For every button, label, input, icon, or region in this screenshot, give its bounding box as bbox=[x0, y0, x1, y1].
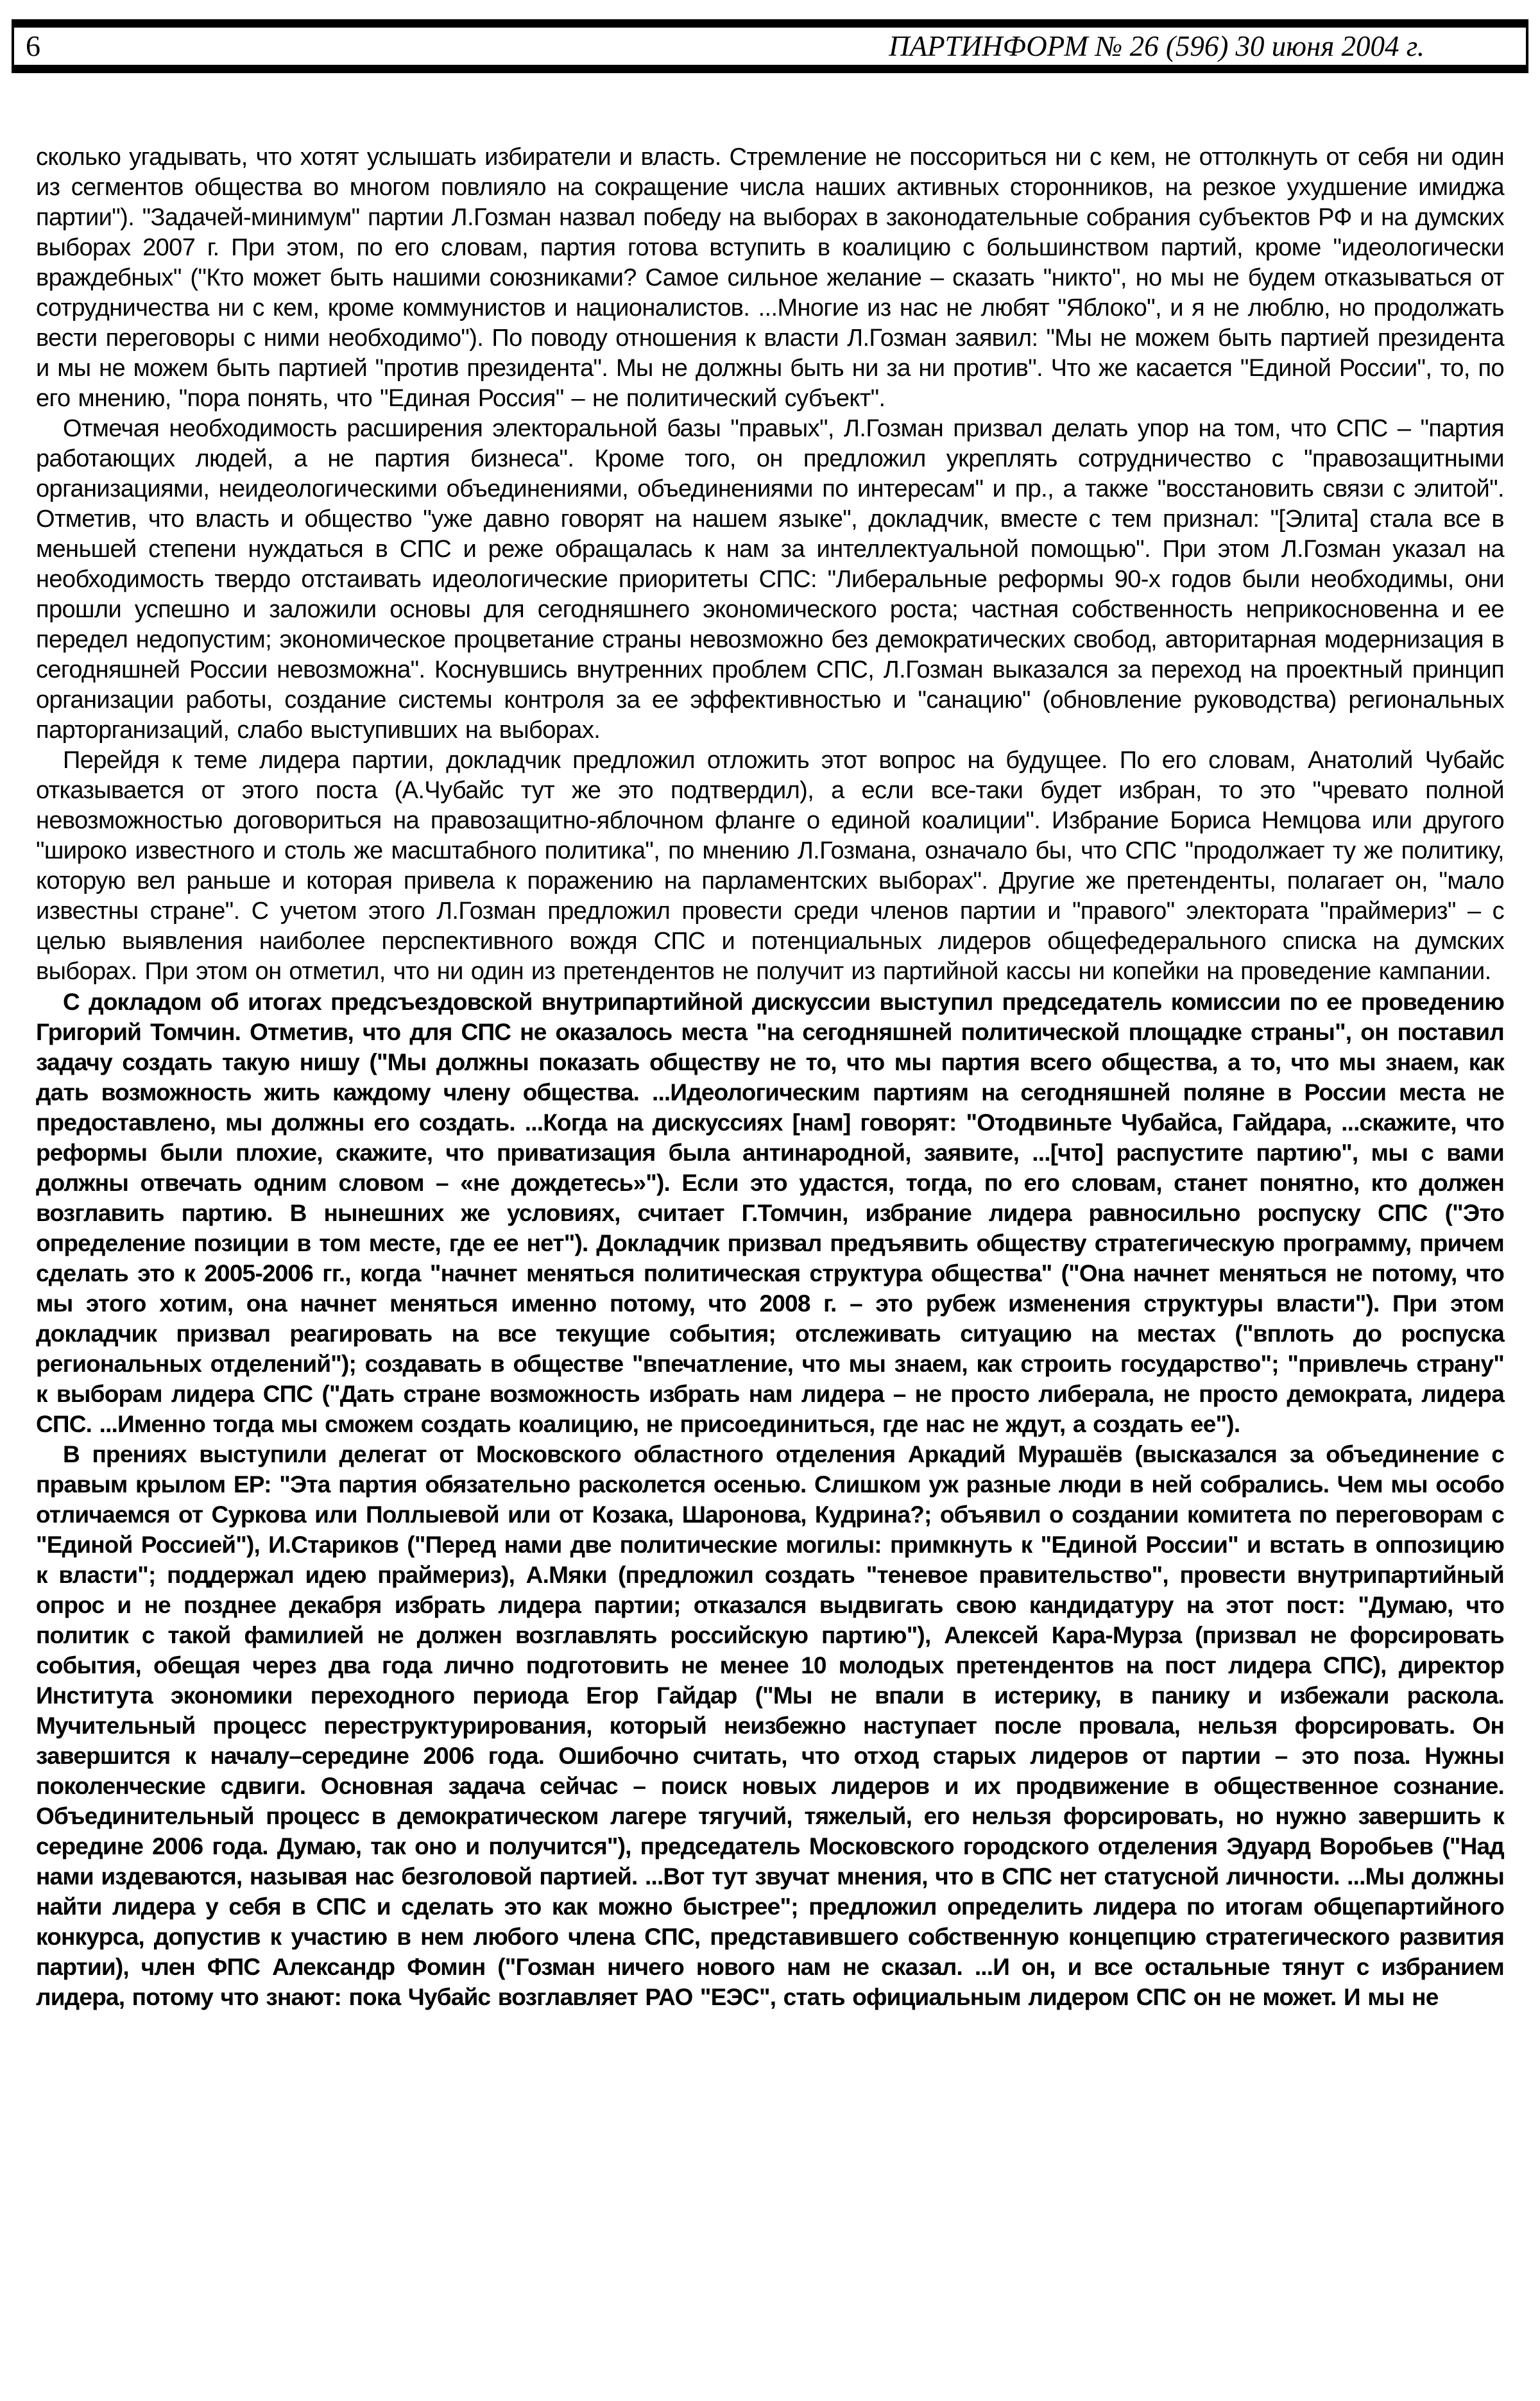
page-number: 6 bbox=[26, 30, 40, 62]
body-paragraph-3: Перейдя к теме лидера партии, докладчик предложил отложить этот вопрос на будущее. По его словам, Анатолий Чубайс отказывается от этого поста (А.Чубайс тут же это подтвердил), а если все-таки будет избран, то это "чревато полной невозможностью договориться на правозащитно-яблочном фланге о единой коалиции". Избрание Бориса Немцова или другого "широко известного и столь же масштабного политика", по мнению Л.Гозмана, означало бы, что СПС "продолжает ту же политику, которую вел раньше и которая привела к поражению на парламентских выборах". Другие же претенденты, полагает он, "мало известны стране". С учетом этого Л.Гозман предложил провести среди членов партии и "правого" электората "праймериз" – с целью выявления наиболее перспективного вождя СПС и потенциальных лидеров общефедерального списка на думских выборах. При этом он отметил, что ни один из претендентов не получит из партийной кассы ни копейки на проведение кампании. bbox=[36, 747, 1504, 985]
body-paragraph-1: сколько угадывать, что хотят услышать избиратели и власть. Стремление не поссориться ни с кем, не оттолкнуть от себя ни один из сегментов общества во многом повлияло на сокращение числа наших активных сторонников, на резкое ухудшение имиджа партии"). "Задачей-минимум" партии Л.Гозман назвал победу на выборах в законодательные собрания субъектов РФ и на думских выборах 2007 г. При этом, по его словам, партия готова вступить в коалицию с большинством партий, кроме "идеологически враждебных" ("Кто может быть нашими союзниками? Самое сильное желание – сказать "никто", но мы не будем отказываться от сотрудничества ни с кем, кроме коммунистов и националистов. ...Многие из нас не любят "Яблоко", и я не люблю, но продолжать вести переговоры с ними необходимо"). По поводу отношения к власти Л.Гозман заявил: "Мы не можем быть партией президента и мы не можем быть партией "против президента". Мы не должны быть ни за ни против". Что же касается "Единой России", то, по его мнению, "пора понять, что "Единая Россия" – не политический субъект". bbox=[36, 144, 1504, 412]
body-paragraph-2: Отмечая необходимость расширения электоральной базы "правых", Л.Гозман призвал делать упор на том, что СПС – "партия работающих людей, а не партия бизнеса". Кроме того, он предложил укреплять сотрудничество с "правозащитными организациями, неидеологическими объединениями, объединениями по интересам" и пр., а также "восстановить связи с элитой". Отметив, что власть и общество "уже давно говорят на нашем языке", докладчик, вместе с тем признал: "[Элита] стала все в меньшей степени нуждаться в СПС и реже обращалась к нам за интеллектуальной помощью". При этом Л.Гозман указал на необходимость твердо отстаивать идеологические приоритеты СПС: "Либеральные реформы 90-х годов были необходимы, они прошли успешно и заложили основы для сегодняшнего экономического роста; частная собственность неприкосновенна и ее передел недопустим; экономическое процветание страны невозможно без демократических свобод, авторитарная модернизация в сегодняшней России невозможна". Коснувшись внутренних проблем СПС, Л.Гозман выказался за переход на проектный принцип организации работы, создание системы контроля за ее эффективностью и "санацию" (обновление руководства) региональных парторганизаций, слабо выступивших на выборах. bbox=[36, 415, 1504, 744]
page-header bbox=[12, 19, 1528, 73]
article-body bbox=[36, 142, 1504, 2012]
body-paragraph-4: С докладом об итогах предсъездовской внутрипартийной дискуссии выступил председатель комиссии по ее проведению Григорий Томчин. Отметив, что для СПС не оказалось места "на сегодняшней политической площадке страны", он поставил задачу создать такую нишу ("Мы должны показать обществу не то, что мы партия всего общества, а то, что мы знаем, как дать возможность жить каждому члену общества. ...Идеологическим партиям на сегодняшней поляне в России места не предоставлено, мы должны его создать. ...Когда на дискуссиях [нам] говорят: "Отодвиньте Чубайса, Гайдара, ...скажите, что реформы были плохие, скажите, что приватизация была антинародной, заявите, ...[что] распустите партию", мы с вами должны отвечать одним словом – «не дождетесь»"). Если это удастся, тогда, по его словам, станет понятно, кто должен возглавить партию. В нынешних же условиях, считает Г.Томчин, избрание лидера равносильно роспуску СПС ("Это определение позиции в том месте, где ее нет"). Докладчик призвал предъявить обществу стратегическую программу, причем сделать это к 2005-2006 гг., когда "начнет меняться политическая структура общества" ("Она начнет меняться не потому, что мы этого хотим, она начнет меняться именно потому, что 2008 г. – это рубеж изменения структуры власти"). При этом докладчик призвал реагировать на все текущие события; отслеживать ситуацию на местах ("вплоть до роспуска региональных отделений"); создавать в обществе "впечатление, что мы знаем, как строить государство"; "привлечь страну" к выборам лидера СПС ("Дать стране возможность избрать нам лидера – не просто либерала, не просто демократа, лидера СПС. ...Именно тогда мы сможем создать коалицию, не присоединиться, где нас не ждут, а создать ее"). bbox=[36, 989, 1504, 1437]
body-paragraph-5: В прениях выступили делегат от Московского областного отделения Аркадий Мурашёв (высказался за объединение с правым крылом ЕР: "Эта партия обязательно расколется осенью. Слишком уж разные люди в ней собрались. Чем мы особо отличаемся от Суркова или Поллыевой или от Козака, Шаронова, Кудрина?; объявил о создании комитета по переговорам с "Единой Россией"), И.Стариков ("Перед нами две политические могилы: примкнуть к "Единой России" и встать в оппозицию к власти"; поддержал идею праймериз), А.Мяки (предложил создать "теневое правительство", провести внутрипартийный опрос и не позднее декабря избрать лидера партии; отказался выдвигать свою кандидатуру на этот пост: "Думаю, что политик с такой фамилией не должен возглавлять российскую партию"), Алексей Кара-Мурза (призвал не форсировать события, обещая через два года лично подготовить не менее 10 молодых претендентов на пост лидера СПС), директор Института экономики переходного периода Егор Гайдар ("Мы не впали в истерику, в панику и избежали раскола. Мучительный процесс переструктурирования, который неизбежно наступает после провала, нельзя форсировать. Он завершится к началу–середине 2006 года. Ошибочно считать, что отход старых лидеров от партии – это поза. Нужны поколенческие сдвиги. Основная задача сейчас – поиск новых лидеров и их продвижение в общественное сознание. Объединительный процесс в демократическом лагере тягучий, тяжелый, его нельзя форсировать, но нужно завершить к середине 2006 года. Думаю, так оно и получится"), председатель Московского городского отделения Эдуард Воробьев ("Над нами издеваются, называя нас безголовой партией. ...Вот тут звучат мнения, что в СПС нет статусной личности. ...Мы должны найти лидера у себя в СПС и сделать это как можно быстрее"; предложил определить лидера по итогам общепартийного конкурса, допустив к участию в нем любого члена СПС, представившего собственную концепцию стратегического развития партии), член ФПС Александр Фомин ("Гозман ничего нового нам не сказал. ...И он, и все остальные тянут с избранием лидера, потому что знают: пока Чубайс возглавляет РАО "ЕЭС", стать официальным лидером СПС он не может. И мы не bbox=[36, 1441, 1504, 2010]
newsletter-title: ПАРТИНФОРМ № 26 (596) 30 июня 2004 г. bbox=[889, 30, 1425, 62]
newsletter-page bbox=[0, 19, 1540, 2401]
